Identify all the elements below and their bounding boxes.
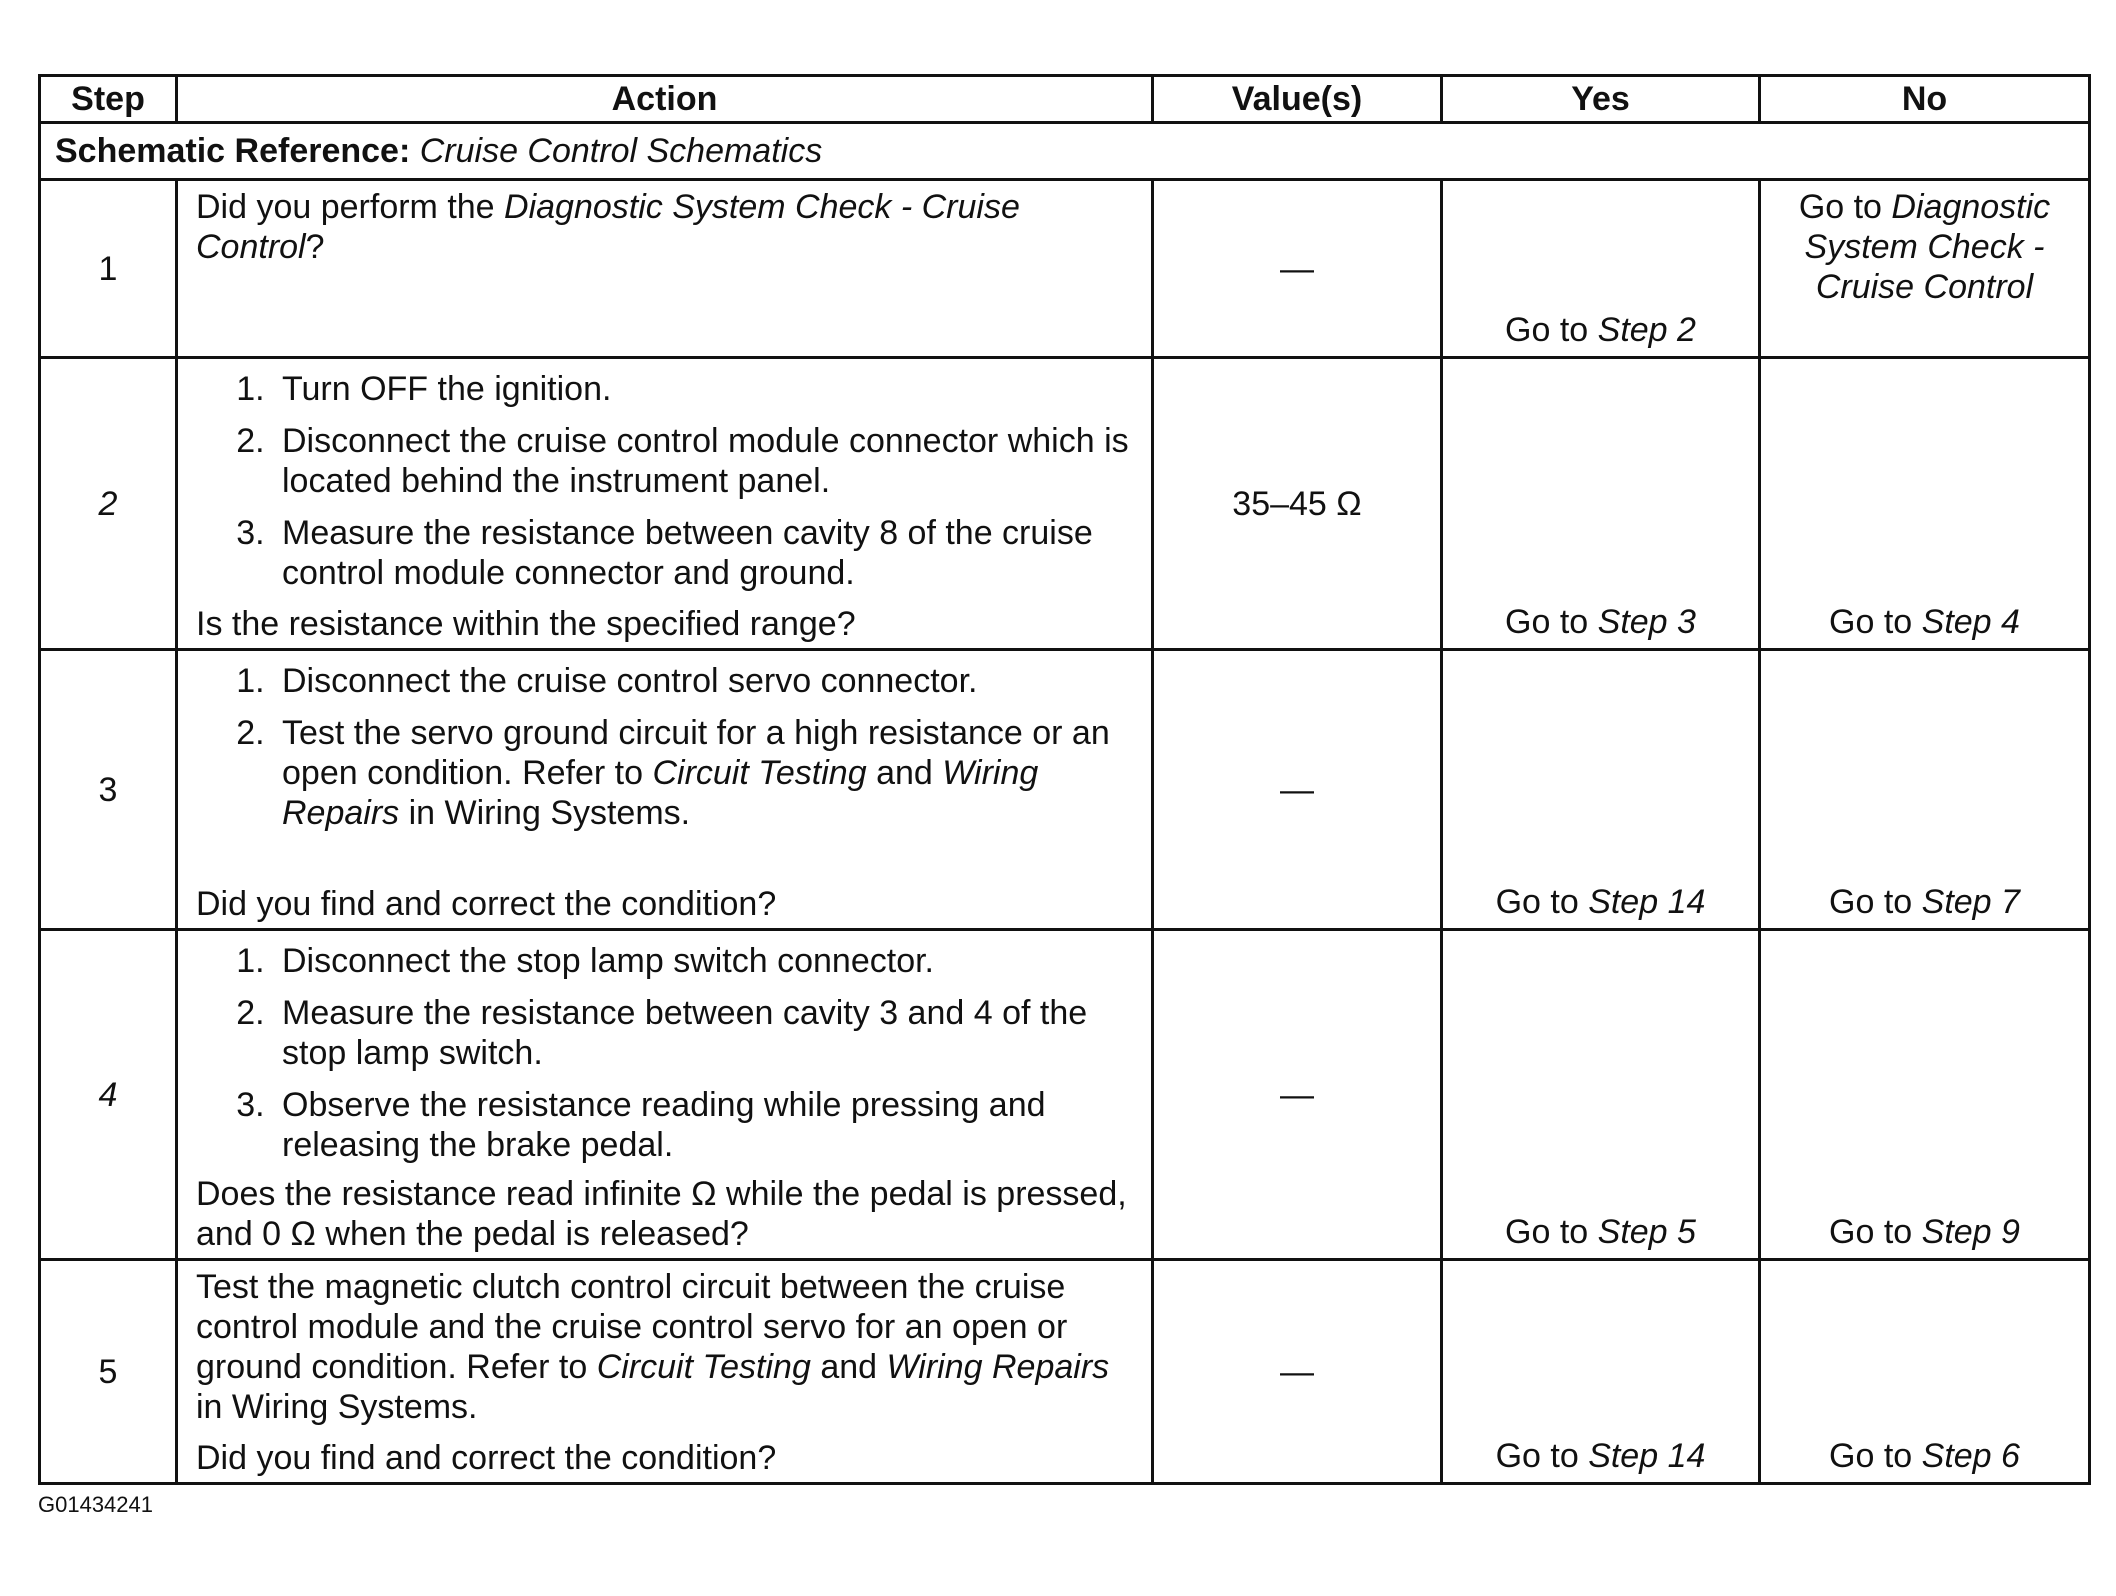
yes-step-link[interactable]: Step 5 <box>1597 1213 1696 1251</box>
action-text: Test the magnetic clutch control circuit between the cruise control module and the cruise control servo for an open or ground condition. Refer to <box>196 1268 1068 1386</box>
action-question: Did you find and correct the condition? <box>196 1439 777 1477</box>
no-step-link[interactable]: Step 6 <box>1921 1437 2020 1475</box>
circuit-testing-link[interactable]: Circuit Testing <box>596 1348 811 1386</box>
wiring-repairs-link[interactable]: Wiring Repairs <box>282 754 1039 832</box>
yes-step-link[interactable]: Step 2 <box>1597 311 1696 349</box>
yes-cell <box>1442 180 1760 358</box>
no-cell <box>1760 1260 2090 1484</box>
schematic-reference-link[interactable]: Cruise Control Schematics <box>419 132 823 170</box>
value-cell: 35–45 Ω <box>1153 358 1442 650</box>
step-number: 1 <box>40 180 177 358</box>
schematic-reference <box>40 123 2090 180</box>
figure-code: G01434241 <box>38 1492 153 1517</box>
action-cell <box>177 650 1153 930</box>
table-row <box>40 650 2090 930</box>
action-question: Does the resistance read infinite Ω while the pedal is pressed, and 0 Ω when the pedal is released? <box>196 1175 1127 1253</box>
no-text: Go to <box>1798 188 1892 226</box>
action-question: Is the resistance within the specified range? <box>196 605 856 643</box>
yes-step-link[interactable]: Step 14 <box>1588 883 1706 921</box>
no-text: Go to <box>1829 1437 1922 1475</box>
action-list-item: 3. Observe the resistance reading while pressing and releasing the brake pedal. <box>274 1085 1137 1165</box>
action-question: Did you find and correct the condition? <box>196 885 777 923</box>
schematic-reference-row <box>40 123 2090 180</box>
no-text: Go to <box>1829 603 1922 641</box>
action-list-item: 1. Disconnect the cruise control servo connector. <box>274 661 1137 701</box>
action-cell <box>177 358 1153 650</box>
action-list-item <box>274 713 1137 833</box>
action-list-item: 2. Measure the resistance between cavity 3 and 4 of the stop lamp switch. <box>274 993 1137 1073</box>
table-row <box>40 358 2090 650</box>
header-values: Value(s) <box>1153 76 1442 123</box>
step-number: 4 <box>40 930 177 1260</box>
action-text: and <box>810 1348 887 1386</box>
table-row <box>40 1260 2090 1484</box>
step-number: 2 <box>40 358 177 650</box>
header-action: Action <box>177 76 1153 123</box>
no-step-link[interactable]: Diagnostic System Check - Cruise Control <box>1804 188 2051 306</box>
schematic-reference-label: Schematic Reference: <box>55 132 411 170</box>
action-cell <box>177 1260 1153 1484</box>
action-list <box>196 661 1137 833</box>
yes-cell <box>1442 930 1760 1260</box>
yes-step-link[interactable]: Step 3 <box>1597 603 1696 641</box>
step-number: 5 <box>40 1260 177 1484</box>
yes-text: Go to <box>1505 603 1598 641</box>
no-text: Go to <box>1829 1213 1922 1251</box>
action-list <box>196 941 1137 1165</box>
action-text: ? <box>305 228 325 266</box>
action-cell <box>177 180 1153 358</box>
action-text: Test the servo ground circuit for a high resistance or an open condition. Refer to <box>282 714 1110 792</box>
value-cell: — <box>1153 650 1442 930</box>
action-text: and <box>866 754 943 792</box>
action-cell <box>177 930 1153 1260</box>
wiring-repairs-link[interactable]: Wiring Repairs <box>886 1348 1110 1386</box>
step-number: 3 <box>40 650 177 930</box>
table-row <box>40 180 2090 358</box>
yes-text: Go to <box>1495 883 1589 921</box>
no-step-link[interactable]: Step 7 <box>1921 883 2020 921</box>
header-yes: Yes <box>1442 76 1760 123</box>
action-list-item: 3. Measure the resistance between cavity 8 of the cruise control module connector and ground. <box>274 513 1137 593</box>
yes-text: Go to <box>1505 311 1598 349</box>
header-step: Step <box>40 76 177 123</box>
no-cell <box>1760 180 2090 358</box>
no-step-link[interactable]: Step 4 <box>1921 603 2020 641</box>
action-reference[interactable]: Diagnostic System Check - Cruise Control <box>196 188 1020 266</box>
action-list-item: 2. Disconnect the cruise control module connector which is located behind the instrument panel. <box>274 421 1137 501</box>
no-cell <box>1760 930 2090 1260</box>
yes-step-link[interactable]: Step 14 <box>1588 1437 1706 1475</box>
action-text: in Wiring Systems. <box>399 794 691 832</box>
yes-cell <box>1442 1260 1760 1484</box>
action-paragraph <box>196 1267 1137 1427</box>
action-text: Did you perform the <box>196 188 505 226</box>
yes-cell <box>1442 650 1760 930</box>
diagnostic-table <box>38 74 2091 1485</box>
no-text: Go to <box>1829 883 1922 921</box>
action-list-item: 1. Turn OFF the ignition. <box>274 369 1137 409</box>
action-text: in Wiring Systems. <box>196 1388 478 1426</box>
value-cell: — <box>1153 180 1442 358</box>
table-row <box>40 930 2090 1260</box>
header-row <box>40 76 2090 123</box>
yes-text: Go to <box>1495 1437 1589 1475</box>
yes-text: Go to <box>1505 1213 1598 1251</box>
no-cell <box>1760 650 2090 930</box>
no-step-link[interactable]: Step 9 <box>1921 1213 2020 1251</box>
yes-cell <box>1442 358 1760 650</box>
circuit-testing-link[interactable]: Circuit Testing <box>652 754 867 792</box>
value-cell: — <box>1153 1260 1442 1484</box>
diagnostic-table-page <box>38 74 2088 1485</box>
header-no: No <box>1760 76 2090 123</box>
action-list-item: 1. Disconnect the stop lamp switch connector. <box>274 941 1137 981</box>
no-cell <box>1760 358 2090 650</box>
action-list <box>196 369 1137 593</box>
value-cell: — <box>1153 930 1442 1260</box>
